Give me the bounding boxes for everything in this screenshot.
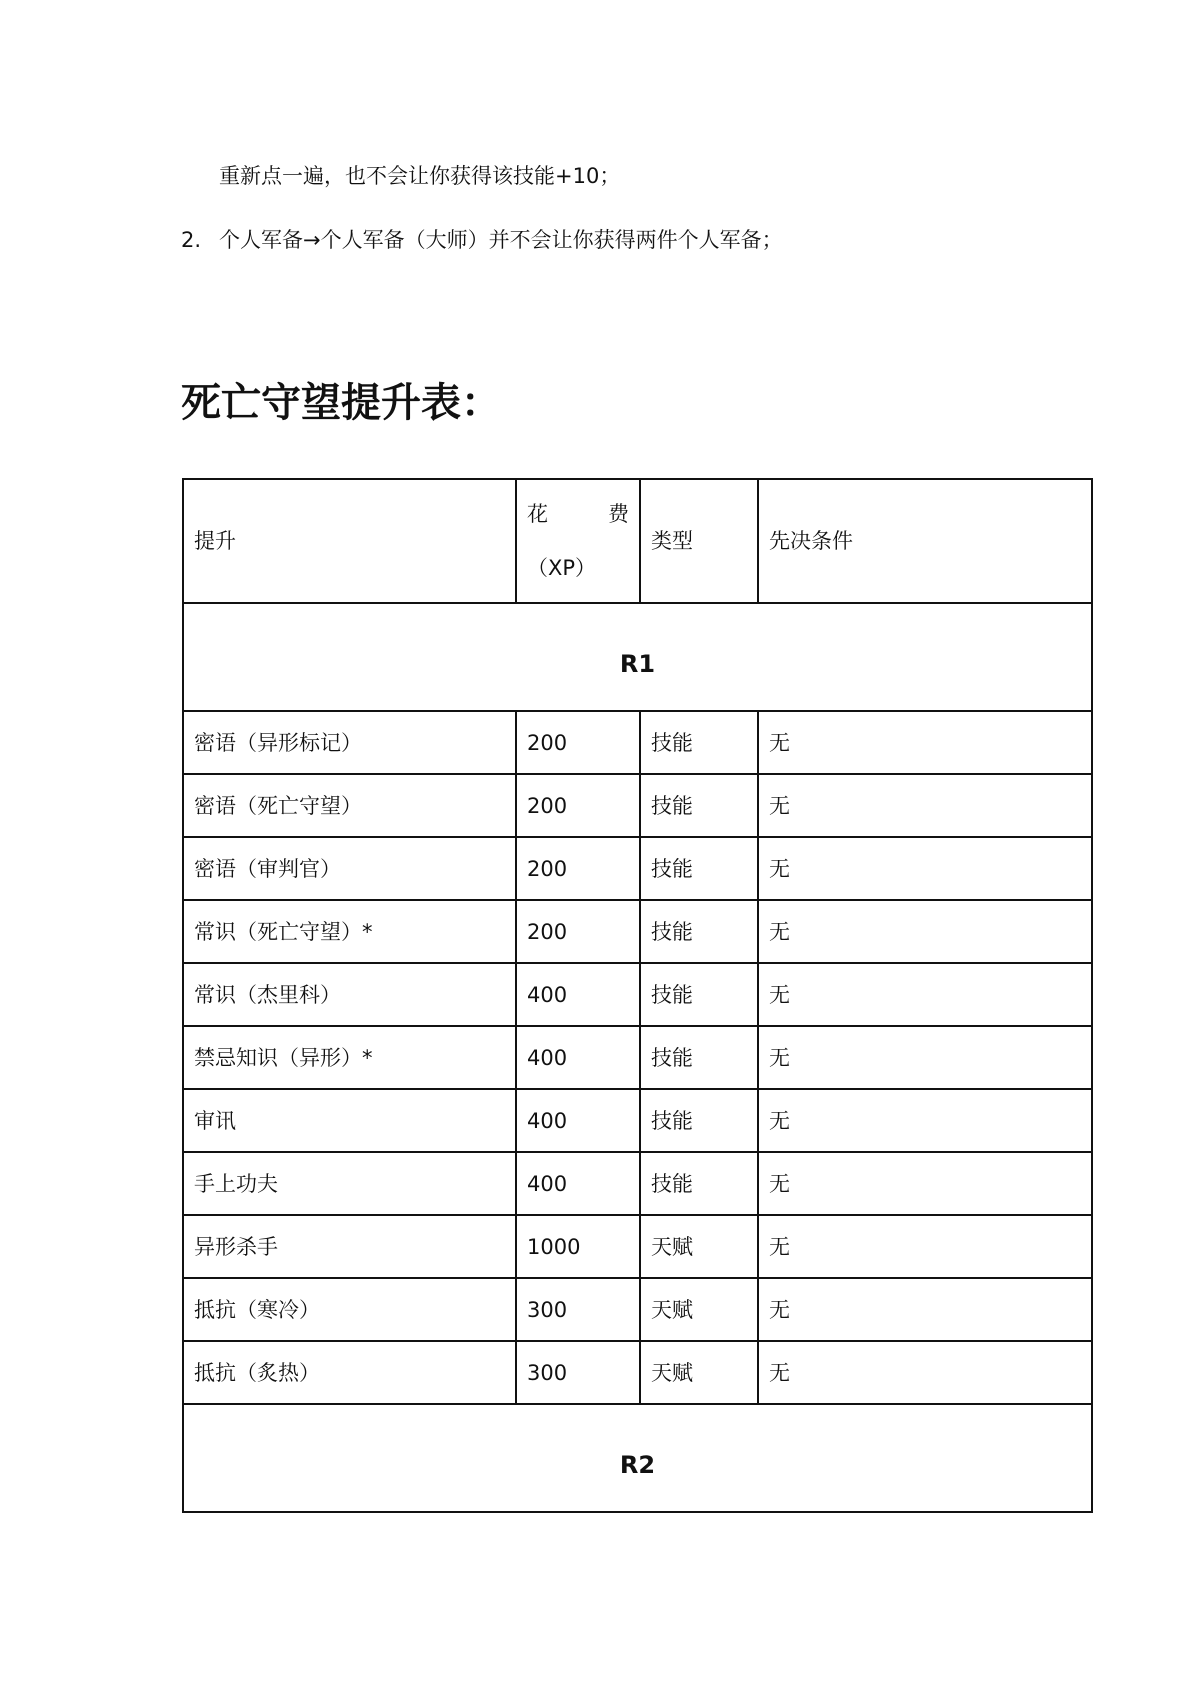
table-row (183, 1341, 1092, 1404)
cell-type: 技能 (640, 1089, 758, 1152)
cell-cost: 200 (516, 774, 640, 837)
table-header-row (183, 479, 1092, 603)
list-item-text: 个人军备→个人军备（大师）并不会让你获得两件个人军备； (219, 228, 783, 252)
cell-type: 技能 (640, 711, 758, 774)
cell-type: 技能 (640, 837, 758, 900)
cell-cost: 300 (516, 1278, 640, 1341)
cell-prereq: 无 (758, 711, 1092, 774)
header-prereq: 先决条件 (758, 479, 1092, 603)
cell-prereq: 无 (758, 1341, 1092, 1404)
cell-cost: 300 (516, 1341, 640, 1404)
cell-cost: 200 (516, 900, 640, 963)
header-cost (516, 479, 640, 603)
cell-cost: 400 (516, 1152, 640, 1215)
cell-cost: 400 (516, 1026, 640, 1089)
cell-type: 天赋 (640, 1215, 758, 1278)
cell-upgrade-name: 禁忌知识（异形）* (183, 1026, 516, 1089)
cell-upgrade-name: 抵抗（炙热） (183, 1341, 516, 1404)
cell-type: 天赋 (640, 1278, 758, 1341)
cell-prereq: 无 (758, 900, 1092, 963)
cell-cost: 200 (516, 837, 640, 900)
cell-prereq: 无 (758, 1089, 1092, 1152)
rank-row-r2 (183, 1404, 1092, 1512)
header-cost-char-1: 花 (527, 502, 548, 526)
table-row (183, 1215, 1092, 1278)
header-cost-unit: （XP） (527, 556, 597, 580)
cell-type: 技能 (640, 1152, 758, 1215)
cell-upgrade-name: 常识（杰里科） (183, 963, 516, 1026)
cell-upgrade-name: 密语（审判官） (183, 837, 516, 900)
cell-upgrade-name: 抵抗（寒冷） (183, 1278, 516, 1341)
cell-type: 技能 (640, 1026, 758, 1089)
cell-prereq: 无 (758, 1278, 1092, 1341)
cell-cost: 1000 (516, 1215, 640, 1278)
header-type: 类型 (640, 479, 758, 603)
intro-line-2 (181, 226, 783, 254)
cell-cost: 400 (516, 1089, 640, 1152)
cell-upgrade-name: 密语（异形标记） (183, 711, 516, 774)
list-number: 2. (181, 228, 202, 252)
intro-line-1: 重新点一遍，也不会让你获得该技能+10； (219, 164, 621, 188)
table-row (183, 1026, 1092, 1089)
cell-prereq: 无 (758, 774, 1092, 837)
cell-cost: 200 (516, 711, 640, 774)
table-row (183, 711, 1092, 774)
cell-type: 技能 (640, 900, 758, 963)
cell-upgrade-name: 异形杀手 (183, 1215, 516, 1278)
cell-upgrade-name: 常识（死亡守望）* (183, 900, 516, 963)
cell-upgrade-name: 手上功夫 (183, 1152, 516, 1215)
header-cost-char-2: 费 (608, 502, 629, 526)
cell-cost: 400 (516, 963, 640, 1026)
cell-prereq: 无 (758, 1152, 1092, 1215)
cell-prereq: 无 (758, 1215, 1092, 1278)
cell-upgrade-name: 审讯 (183, 1089, 516, 1152)
cell-prereq: 无 (758, 837, 1092, 900)
rank-label: R1 (183, 603, 1092, 711)
section-heading: 死亡守望提升表： (181, 380, 501, 426)
cell-type: 技能 (640, 774, 758, 837)
table-row (183, 774, 1092, 837)
rank-label: R2 (183, 1404, 1092, 1512)
cell-type: 技能 (640, 963, 758, 1026)
cell-prereq: 无 (758, 1026, 1092, 1089)
table-row (183, 1089, 1092, 1152)
cell-prereq: 无 (758, 963, 1092, 1026)
table-row (183, 963, 1092, 1026)
cell-type: 天赋 (640, 1341, 758, 1404)
table-row (183, 837, 1092, 900)
table-row (183, 900, 1092, 963)
header-upgrade: 提升 (183, 479, 516, 603)
rank-row-r1 (183, 603, 1092, 711)
upgrade-table (182, 478, 1093, 1513)
table-row (183, 1152, 1092, 1215)
cell-upgrade-name: 密语（死亡守望） (183, 774, 516, 837)
table-row (183, 1278, 1092, 1341)
